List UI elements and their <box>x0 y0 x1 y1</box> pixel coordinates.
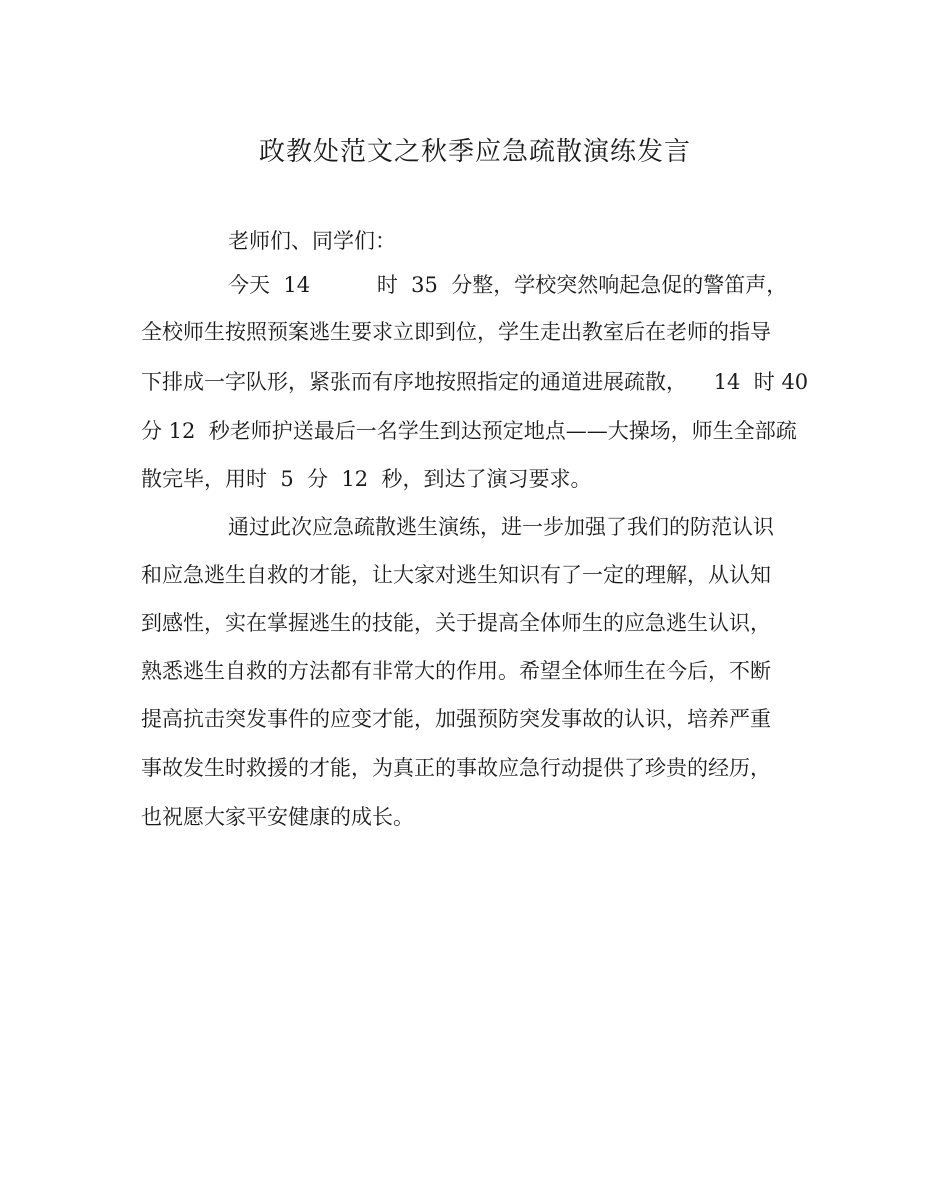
paragraph2-line-2: 和应急逃生自救的才能，让大家对逃生知识有了一定的理解，从认知 <box>141 563 771 587</box>
paragraph2-line-6: 事故发生时救援的才能，为真正的事故应急行动提供了珍贵的经历， <box>141 756 771 780</box>
paragraph2-line-1: 通过此次应急疏散逃生演练，进一步加强了我们的防范认识 <box>228 515 774 539</box>
paragraph2-line-5: 提高抗击突发事件的应变才能，加强预防突发事故的认识，培养严重 <box>141 707 771 731</box>
greeting-line: 老师们、同学们： <box>228 229 396 253</box>
paragraph1-line-1: 今天 14 时 35 分整，学校突然响起急促的警笛声， <box>228 273 788 297</box>
paragraph2-line-4: 熟悉逃生自救的方法都有非常大的作用。希望全体师生在今后，不断 <box>141 659 771 683</box>
paragraph2-line-3: 到感性，实在掌握逃生的技能，关于提高全体师生的应急逃生认识， <box>141 611 771 635</box>
document-title: 政教处范文之秋季应急疏散演练发言 <box>258 137 691 167</box>
paragraph1-line-5: 散完毕，用时 5 分 12 秒，到达了演习要求。 <box>141 467 592 491</box>
paragraph1-line-4: 分 12 秒老师护送最后一名学生到达预定地点——大操场，师生全部疏 <box>141 419 797 443</box>
paragraph1-line-2: 全校师生按照预案逃生要求立即到位，学生走出教室后在老师的指导 <box>141 320 771 344</box>
paragraph1-line-3: 下排成一字队形，紧张而有序地按照指定的通道进展疏散， 14 时 40 <box>141 370 809 394</box>
paragraph2-line-7: 也祝愿大家平安健康的成长。 <box>141 805 414 829</box>
